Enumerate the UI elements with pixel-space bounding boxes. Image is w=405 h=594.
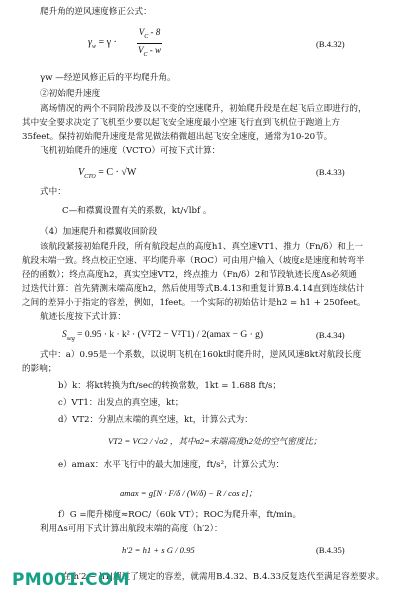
text-line: 过迭代计算：首先猜测末端高度h2，然后使用等式B.4.13和重复计算B.4.14直到连续估计 bbox=[22, 284, 365, 294]
text-line: 航段末端一致。终点校正空速、平均爬升率（ROC）可由用户输入（坡度ε是速度和转弯半 bbox=[22, 256, 365, 266]
text-line: d）VT2：分割点末端的真空速，kt，计算公式为： bbox=[58, 415, 253, 425]
equation-number: (B.4.33) bbox=[316, 167, 345, 177]
equation: h′2 = h1 + s G / 0.95 bbox=[122, 545, 195, 555]
equation: $S_{seg} = 0.95 \cdot k \cdot k^2 \cdot (V^2T2 - V^2T1) / 2(amax - G \cdot g)$ bbox=[62, 330, 264, 342]
equation: VT2 = VC2 / √σ2 ，其中σ2=末端高度h2处的空气密度比； bbox=[108, 436, 322, 446]
text-line: b）k：将kt转换为ft/sec的转换常数，1kt = 1.688 ft/s； bbox=[58, 381, 281, 391]
text-line: 之间的差异小于指定的容差，例如，1feet。一个实际的初始估计是h2 = h1 + 250feet。 bbox=[22, 298, 366, 308]
section-heading: （4）加速爬升和襟翼收回阶段 bbox=[40, 227, 158, 237]
equation-number: (B.4.32) bbox=[316, 39, 345, 49]
text-line: γw —经逆风修正后的平均爬升角。 bbox=[40, 73, 176, 83]
equation-number: (B.4.35) bbox=[316, 545, 345, 555]
text-line: 35feet。保持初始爬升速度是常见做法稍微超出起飞安全速度，通常为10-20节。 bbox=[22, 132, 333, 142]
text-line: C—和襟翼设置有关的系数，kt/√lbf 。 bbox=[62, 206, 212, 216]
equation-fraction: $\frac{V_C - 8}{V_C - w}$ bbox=[138, 27, 162, 58]
text-line: 径的函数）；终点高度h2，真实空速VT2，终点推力（Fn/δ）2和节段轨迹长度Δs必须通 bbox=[22, 270, 357, 280]
text-line: 式中：a）0.95是一个系数，以说明飞机在160kt时爬升时，逆风风速8kt对航段长度 bbox=[40, 350, 362, 360]
equation: $V_{CTO} = C \cdot √W$ bbox=[78, 167, 137, 180]
text-line: 飞机初始爬升的速度（VCTO）可按下式计算： bbox=[40, 146, 221, 156]
text-line: 利用Δs可用下式计算出航段末端的高度（h′2）： bbox=[40, 524, 223, 534]
equation: amax = g[N · F/δ / (W/δ) − R / cos ε]； bbox=[120, 488, 258, 498]
text-line: 航迹长度按下式计算： bbox=[40, 312, 126, 322]
text-line: f）G =爬升梯度≈ROC/（60k VT）；ROC为爬升率，ft/min。 bbox=[58, 510, 302, 520]
text-line: 该航段紧接初始爬升段，所有航段起点的高度h1、真空速VT1、推力（Fn/δ）和上一 bbox=[40, 242, 363, 252]
text-line: e）amax：水平飞行中的最大加速度，ft/s²，计算公式为： bbox=[58, 460, 285, 470]
text-line: 式中： bbox=[40, 187, 66, 197]
watermark: PM001.COM bbox=[12, 570, 130, 590]
section-heading: ②初始爬升速度 bbox=[40, 89, 101, 99]
text-line: c）VT1：出发点的真空速，kt； bbox=[58, 398, 184, 408]
text-line: 离场情况的两个不同阶段涉及以不变的空速爬升，初始爬升段是在起飞后立即进行的， bbox=[40, 104, 367, 114]
text-line: 的影响； bbox=[22, 364, 57, 374]
text-line: 其中安全要求决定了飞机至少要以起飞安全速度最小空速飞行直到飞机位于跑道上方 bbox=[22, 118, 340, 128]
text-line: 爬升角的逆风速度修正公式： bbox=[40, 7, 152, 17]
equation-number: (B.4.34) bbox=[316, 330, 345, 340]
text-line: 在|h′2 − h1|超过了规定的容差，就需用B.4.32、B.4.33反复迭代至满足容差要求。 bbox=[62, 572, 385, 582]
equation-lhs: $\gamma_w = \gamma$ · bbox=[88, 37, 117, 50]
